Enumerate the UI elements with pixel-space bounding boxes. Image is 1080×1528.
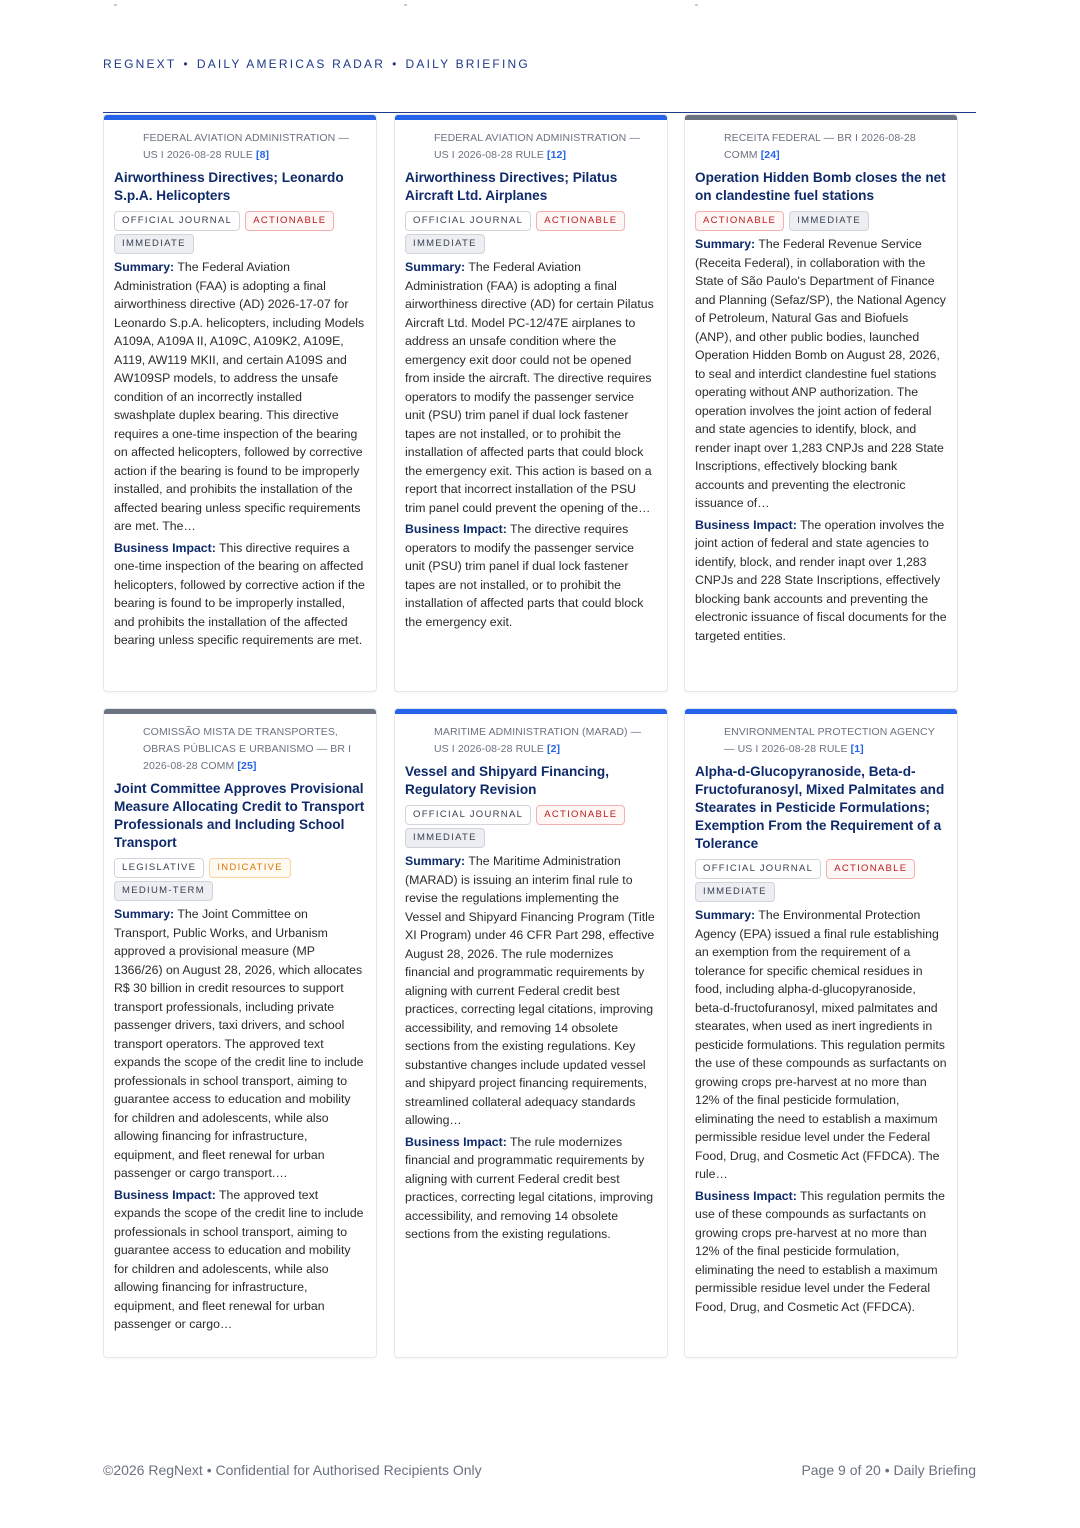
card-tags	[695, 208, 947, 231]
tag-badge: OFFICIAL JOURNAL	[405, 211, 531, 231]
tag-badge: IMMEDIATE	[789, 211, 869, 231]
impact-label: Business Impact:	[114, 1187, 216, 1202]
impact-text: The directive requires operators to modify the passenger service unit (PSU) trim panel if dual lock fastener tapes are not installed, or to prohibit the installation of affected parts that could block the emergency exit.	[405, 522, 644, 629]
briefing-card	[103, 708, 377, 1358]
tag-badge: ACTIONABLE	[536, 211, 625, 231]
briefing-card	[394, 708, 668, 1358]
footer-page-info: Page 9 of 20 • Daily Briefing	[801, 1462, 976, 1478]
card-title: Vessel and Shipyard Financing, Regulatory Revision	[405, 764, 609, 797]
card-impact	[405, 520, 657, 631]
tag-badge: ACTIONABLE	[245, 211, 334, 231]
impact-label: Business Impact:	[695, 517, 797, 532]
header-doc-type: DAILY BRIEFING	[405, 57, 530, 71]
card-title: Airworthiness Directives; Pilatus Aircraft Ltd. Airplanes	[405, 170, 618, 203]
card-meta	[143, 724, 366, 775]
card-source: FEDERAL AVIATION ADMINISTRATION — US I 2026-08-28 RULE	[434, 132, 640, 161]
impact-label: Business Impact:	[114, 540, 216, 555]
card-summary	[405, 258, 657, 517]
card-title: Joint Committee Approves Provisional Measure Allocating Credit to Transport Professionals and Including School Transport	[114, 781, 365, 850]
summary-label: Summary:	[695, 237, 756, 251]
header-separator: •	[392, 57, 399, 71]
summary-text: The Federal Aviation Administration (FAA) is adopting a final airworthiness directive (AD) 2026-17-07 for Leonardo S.p.A. helicopters, including Models A109A, A109A II, A109C, A109K2, A109E, A119, AW119 MKII, and certain A109S and AW109SP models, to address the unsafe condition of an incorrectly installed swashplate duplex bearing. This directive requires a one-time inspection of the bearing on affected helicopters, followed by corrective action if the bearing is found to be improperly installed, and prohibits the installation of the affected bearing unless specific requirements are met. The…	[114, 260, 365, 533]
card-title: Airworthiness Directives; Leonardo S.p.A. Helicopters	[114, 170, 344, 203]
tag-badge: INDICATIVE	[209, 858, 291, 878]
card-reference[interactable]: [2]	[547, 743, 561, 755]
card-accent-bar	[395, 115, 667, 120]
summary-label: Summary:	[405, 854, 466, 868]
impact-text: The approved text expands the scope of the credit line to include professionals in school transport, aiming to guarantee access to education and mobility for children and adolescents, while also allowing financing for infrastructure, equipment, and fleet renewal for urban passenger or cargo…	[114, 1187, 364, 1331]
card-meta	[434, 724, 657, 758]
briefing-card	[103, 114, 377, 692]
card-accent-bar	[104, 115, 376, 120]
card-impact	[114, 1186, 366, 1334]
header-brand: REGNEXT	[103, 57, 177, 71]
tag-badge: ACTIONABLE	[536, 805, 625, 825]
tag-badge: IMMEDIATE	[405, 828, 485, 848]
tag-badge: IMMEDIATE	[114, 234, 194, 254]
card-accent-bar	[685, 115, 957, 120]
card-tags	[695, 856, 947, 902]
card-reference[interactable]: [24]	[760, 149, 780, 161]
card-meta	[143, 130, 366, 164]
impact-text: The operation involves the joint action of federal and state agencies to identify, block, and render inapt over 1,283 CNPJs and 228 State Inscriptions, effectively blocking bank accounts and preventing the electronic issuance of fiscal documents for the targeted entities.	[695, 517, 947, 643]
summary-text: The Federal Revenue Service (Receita Federal), in collaboration with the State of São Paulo's Department of Finance and Planning (Sefaz/SP), the National Agency of Petroleum, Natural Gas and Biofuels (ANP), and other public bodies, launched Operation Hidden Bomb on August 28, 2026, to seal and interdict clandestine fuel stations operating without ANP authorization. The operation involves the joint action of federal and state agencies to identify, block, and render inapt over 1,283 CNPJs and 228 State Inscriptions, effectively blocking bank accounts and preventing the electronic issuance of…	[695, 237, 946, 510]
page-header	[103, 57, 530, 71]
tag-badge: LEGISLATIVE	[114, 858, 204, 878]
summary-label: Summary:	[114, 907, 175, 921]
card-reference[interactable]: [1]	[850, 743, 864, 755]
tag-badge: IMMEDIATE	[405, 234, 485, 254]
card-title: Operation Hidden Bomb closes the net on clandestine fuel stations	[695, 170, 946, 203]
briefing-card	[684, 114, 958, 692]
summary-text: The Maritime Administration (MARAD) is issuing an interim final rule to revise the regulations implementing the Vessel and Shipyard Financing Program (Title XI Program) under 46 CFR Part 298, effective August 28, 2026. The rule modernizes financial and programmatic requirements by aligning with current Federal credit best practices, correcting legal citations, improving accessibility, and removing 14 obsolete sections from the existing regulations. Key substantive changes include updated vessel and shipyard project financing requirements, streamlined collateral adequacy standards allowing…	[405, 854, 655, 1127]
header-separator: •	[183, 57, 190, 71]
tag-badge: MEDIUM-TERM	[114, 881, 213, 901]
card-source: COMISSÃO MISTA DE TRANSPORTES, OBRAS PÚBLICAS E URBANISMO — BR I 2026-08-28 COMM	[143, 726, 352, 772]
card-reference[interactable]: [12]	[547, 149, 567, 161]
card-summary	[405, 852, 657, 1130]
card-impact	[405, 1133, 657, 1244]
card-accent-bar	[395, 709, 667, 714]
summary-label: Summary:	[405, 260, 466, 274]
card-summary	[114, 905, 366, 1183]
tag-badge: ACTIONABLE	[695, 211, 784, 231]
impact-label: Business Impact:	[695, 1188, 797, 1203]
briefing-card	[394, 114, 668, 692]
impact-text: This directive requires a one-time inspection of the bearing on affected helicopters, followed by corrective action if the bearing is found to be improperly installed, and prohibits the installation of the affected bearing unless specific requirements are met.	[114, 540, 365, 647]
card-summary	[695, 906, 947, 1184]
impact-label: Business Impact:	[405, 1134, 507, 1149]
tag-badge: OFFICIAL JOURNAL	[114, 211, 240, 231]
card-impact	[114, 539, 366, 650]
tag-badge: ACTIONABLE	[826, 859, 915, 879]
footer-copyright: ©2026 RegNext • Confidential for Authorised Recipients Only	[103, 1462, 482, 1478]
card-impact	[695, 1187, 947, 1317]
summary-text: The Environmental Protection Agency (EPA) issued a final rule establishing an exemption from the requirement of a tolerance for specific chemical residues in food, including alpha-d-glucopyranoside, beta-d-fructofuranosyl, mixed palmitates and stearates, when used as inert ingredients in pesticide formulations. This regulation permits the use of these compounds as surfactants on growing crops pre-harvest at no more than 12% of the final pesticide formulation, eliminating the need to establish a maximum permissible residue level under the Federal Food, Drug, and Cosmetic Act (FFDCA). The rule…	[695, 908, 947, 1181]
card-source: MARITIME ADMINISTRATION (MARAD) — US I 2026-08-28 RULE	[434, 726, 642, 755]
tag-badge: IMMEDIATE	[695, 882, 775, 902]
summary-text: The Joint Committee on Transport, Public Works, and Urbanism approved a provisional measure (MP 1366/26) on August 28, 2026, which allocates R$ 30 billion in credit resources to support transport professionals, including private passenger drivers, taxi drivers, and school transport operators. The approved text expands the scope of the credit line to include professionals in school transport, aiming to guarantee access to education and mobility for children and adolescents, while also allowing financing for infrastructure, equipment, and fleet renewal for urban passenger or cargo transport.…	[114, 907, 364, 1180]
card-tags	[405, 802, 657, 848]
card-meta	[724, 724, 947, 758]
header-rule	[103, 112, 976, 113]
card-summary	[695, 235, 947, 513]
card-reference[interactable]: [8]	[256, 149, 270, 161]
card-meta	[434, 130, 657, 164]
summary-text: The Federal Aviation Administration (FAA) is adopting a final airworthiness directive (AD) for certain Pilatus Aircraft Ltd. Model PC-12/47E airplanes to address an unsafe condition where the emergency exit door could not be opened from inside the aircraft. The directive requires operators to modify the passenger service unit (PSU) trim panel if dual lock fastener tapes are not installed, or to prohibit the installation of affected parts that could block the emergency exit. This action is based on a report that incorrect installation of the PSU trim panel could prevent the opening of the…	[405, 260, 654, 515]
impact-text: This regulation permits the use of these compounds as surfactants on growing crops pre-harvest at no more than 12% of the final pesticide formulation, eliminating the need to establish a maximum permissible residue level under the Federal Food, Drug, and Cosmetic Act (FFDCA).	[695, 1188, 945, 1314]
card-tags	[114, 855, 366, 901]
summary-label: Summary:	[695, 908, 756, 922]
card-title: Alpha-d-Glucopyranoside, Beta-d-Fructofuranosyl, Mixed Palmitates and Stearates in Pesticide Formulations; Exemption From the Requirement of a Tolerance	[695, 764, 945, 851]
impact-label: Business Impact:	[405, 522, 507, 536]
tag-badge: OFFICIAL JOURNAL	[695, 859, 821, 879]
card-reference[interactable]: [25]	[237, 760, 257, 772]
card-tags	[405, 208, 657, 254]
card-summary	[114, 258, 366, 536]
card-tags	[114, 208, 366, 254]
briefing-card	[684, 708, 958, 1358]
summary-label: Summary:	[114, 260, 175, 274]
header-section: DAILY AMERICAS RADAR	[196, 57, 386, 71]
card-impact	[695, 516, 947, 646]
card-source: RECEITA FEDERAL — BR I 2026-08-28 COMM	[724, 132, 916, 161]
tag-badge: OFFICIAL JOURNAL	[405, 805, 531, 825]
card-source: FEDERAL AVIATION ADMINISTRATION — US I 2026-08-28 RULE	[143, 132, 349, 161]
card-meta	[724, 130, 947, 164]
impact-text: The rule modernizes financial and programmatic requirements by aligning with current Federal credit best practices, correcting legal citations, improving accessibility, and removing 14 obsolete sections from the existing regulations.	[405, 1134, 654, 1241]
card-accent-bar	[685, 709, 957, 714]
card-accent-bar	[104, 709, 376, 714]
card-source: ENVIRONMENTAL PROTECTION AGENCY — US I 2026-08-28 RULE	[724, 726, 935, 755]
